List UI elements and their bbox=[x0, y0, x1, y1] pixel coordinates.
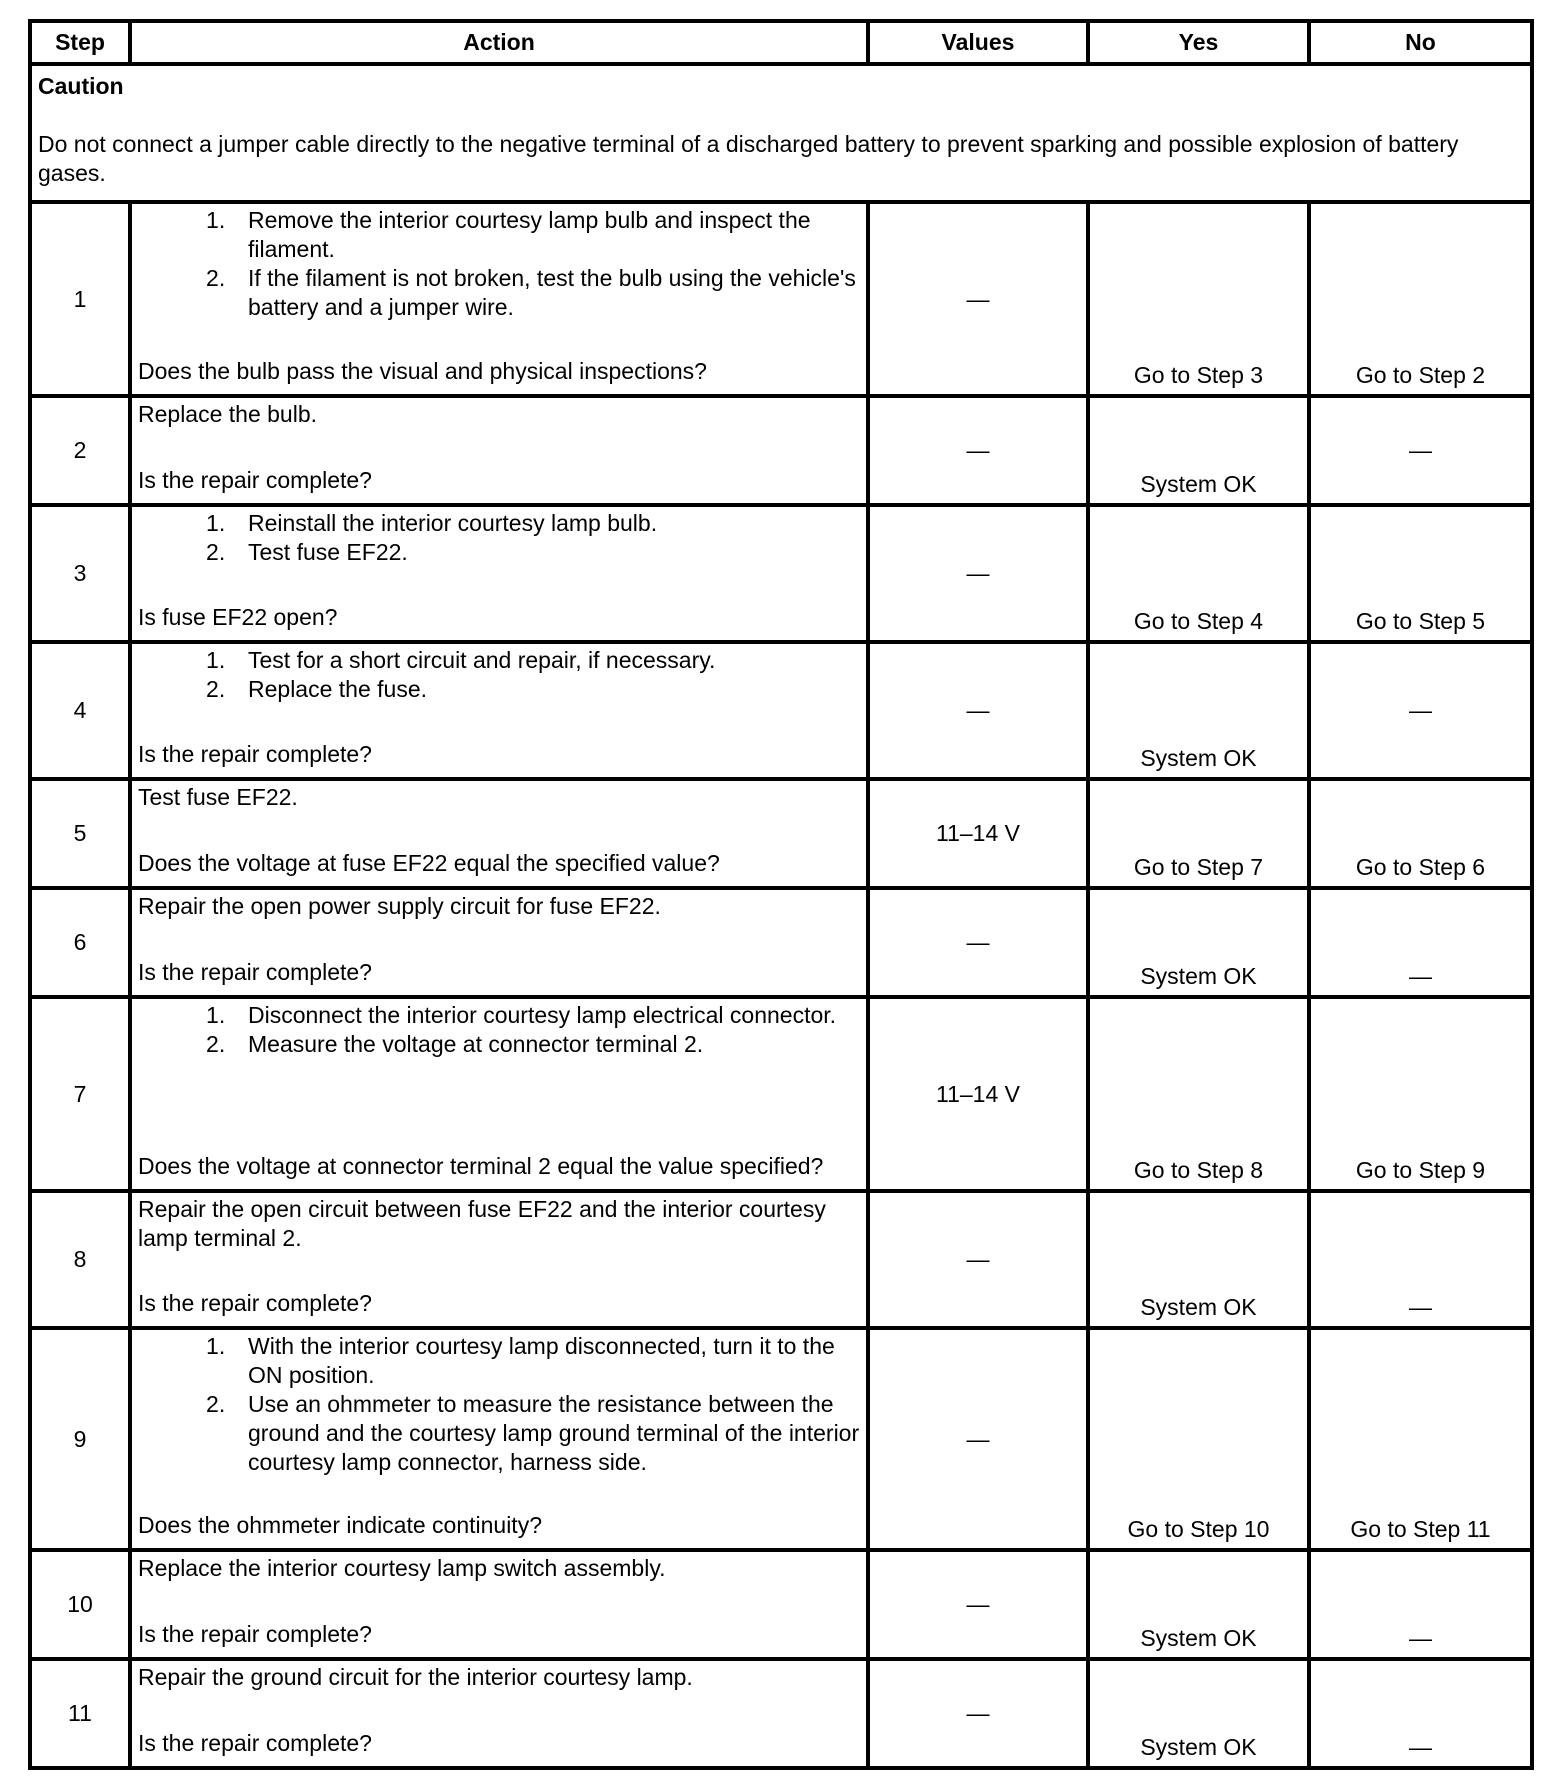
action-step-item: 1. Disconnect the interior courtesy lamp electrical connector. bbox=[238, 1001, 860, 1030]
action-question: Is the repair complete? bbox=[138, 1621, 372, 1647]
action-step-item: 2. Use an ohmmeter to measure the resistance between the ground and the courtesy lamp ground terminal of the interior courtesy lamp connector, harness side. bbox=[238, 1390, 860, 1477]
action-question: Does the voltage at connector terminal 2 equal the value specified? bbox=[138, 1153, 824, 1179]
action-step-item: 2. If the filament is not broken, test the bulb using the vehicle's battery and a jumper wire. bbox=[238, 264, 860, 322]
action-question: Does the bulb pass the visual and physical inspections? bbox=[138, 358, 707, 384]
action-cell bbox=[130, 202, 868, 396]
value-cell: — bbox=[868, 1328, 1088, 1550]
yes-cell: Go to Step 8 bbox=[1088, 997, 1309, 1191]
step-number: 10 bbox=[30, 1550, 130, 1659]
action-question: Is fuse EF22 open? bbox=[138, 604, 338, 630]
step-number: 3 bbox=[30, 505, 130, 642]
no-cell: — bbox=[1309, 396, 1532, 505]
table-row bbox=[30, 505, 1532, 642]
action-question: Is the repair complete? bbox=[138, 959, 372, 985]
yes-cell: System OK bbox=[1088, 396, 1309, 505]
action-cell bbox=[130, 1550, 868, 1659]
step-number: 8 bbox=[30, 1191, 130, 1328]
action-text: Replace the interior courtesy lamp switch assembly. bbox=[138, 1555, 666, 1581]
action-text: Replace the bulb. bbox=[138, 401, 318, 427]
action-question: Is the repair complete? bbox=[138, 467, 372, 493]
value-cell: — bbox=[868, 1550, 1088, 1659]
table-row bbox=[30, 396, 1532, 505]
yes-cell: Go to Step 4 bbox=[1088, 505, 1309, 642]
action-question: Is the repair complete? bbox=[138, 741, 372, 767]
diagnostic-table bbox=[28, 19, 1534, 1770]
header-step: Step bbox=[30, 21, 130, 64]
yes-cell: System OK bbox=[1088, 888, 1309, 997]
action-cell bbox=[130, 997, 868, 1191]
no-cell: Go to Step 9 bbox=[1309, 997, 1532, 1191]
action-question: Does the ohmmeter indicate continuity? bbox=[138, 1512, 542, 1538]
table-body bbox=[30, 64, 1532, 1768]
table-row bbox=[30, 202, 1532, 396]
step-number: 11 bbox=[30, 1659, 130, 1768]
table-row bbox=[30, 1191, 1532, 1328]
yes-cell: Go to Step 10 bbox=[1088, 1328, 1309, 1550]
action-cell bbox=[130, 1328, 868, 1550]
action-text: Test fuse EF22. bbox=[138, 784, 298, 810]
value-cell: — bbox=[868, 505, 1088, 642]
action-steps-list bbox=[138, 1001, 860, 1059]
action-cell bbox=[130, 888, 868, 997]
action-steps-list bbox=[138, 206, 860, 322]
table-row bbox=[30, 997, 1532, 1191]
no-cell: — bbox=[1309, 642, 1532, 779]
no-cell: Go to Step 5 bbox=[1309, 505, 1532, 642]
action-text: Repair the open power supply circuit for fuse EF22. bbox=[138, 893, 661, 919]
value-cell: — bbox=[868, 396, 1088, 505]
caution-cell bbox=[30, 64, 1532, 202]
action-cell bbox=[130, 1191, 868, 1328]
table-row bbox=[30, 642, 1532, 779]
action-step-item: 1. Reinstall the interior courtesy lamp bulb. bbox=[238, 509, 860, 538]
action-step-item: 2. Replace the fuse. bbox=[238, 675, 860, 704]
action-cell bbox=[130, 396, 868, 505]
action-steps-list bbox=[138, 1332, 860, 1477]
no-cell: Go to Step 6 bbox=[1309, 779, 1532, 888]
action-cell bbox=[130, 642, 868, 779]
header-action: Action bbox=[130, 21, 868, 64]
yes-cell: System OK bbox=[1088, 1550, 1309, 1659]
no-cell: Go to Step 2 bbox=[1309, 202, 1532, 396]
action-cell bbox=[130, 779, 868, 888]
value-cell: — bbox=[868, 1659, 1088, 1768]
header-yes: Yes bbox=[1088, 21, 1309, 64]
action-step-item: 1. With the interior courtesy lamp disconnected, turn it to the ON position. bbox=[238, 1332, 860, 1390]
table-row bbox=[30, 888, 1532, 997]
step-number: 6 bbox=[30, 888, 130, 997]
table-row bbox=[30, 1328, 1532, 1550]
no-cell: — bbox=[1309, 1191, 1532, 1328]
action-step-item: 1. Remove the interior courtesy lamp bulb and inspect the filament. bbox=[238, 206, 860, 264]
value-cell: — bbox=[868, 202, 1088, 396]
caution-title: Caution bbox=[38, 73, 124, 99]
action-steps-list bbox=[138, 646, 860, 704]
step-number: 4 bbox=[30, 642, 130, 779]
caution-text: Do not connect a jumper cable directly to the negative terminal of a discharged battery to prevent sparking and possible explosion of battery gases. bbox=[38, 131, 1459, 186]
yes-cell: System OK bbox=[1088, 1659, 1309, 1768]
yes-cell: System OK bbox=[1088, 642, 1309, 779]
action-step-item: 2. Test fuse EF22. bbox=[238, 538, 860, 567]
action-step-item: 1. Test for a short circuit and repair, if necessary. bbox=[238, 646, 860, 675]
step-number: 5 bbox=[30, 779, 130, 888]
step-number: 2 bbox=[30, 396, 130, 505]
yes-cell: System OK bbox=[1088, 1191, 1309, 1328]
action-text: Repair the ground circuit for the interior courtesy lamp. bbox=[138, 1664, 693, 1690]
value-cell: 11–14 V bbox=[868, 779, 1088, 888]
action-text: Repair the open circuit between fuse EF22 and the interior courtesy lamp terminal 2. bbox=[138, 1196, 826, 1251]
action-steps-list bbox=[138, 509, 860, 567]
value-cell: — bbox=[868, 888, 1088, 997]
action-question: Is the repair complete? bbox=[138, 1290, 372, 1316]
caution-row bbox=[30, 64, 1532, 202]
no-cell: — bbox=[1309, 888, 1532, 997]
header-no: No bbox=[1309, 21, 1532, 64]
yes-cell: Go to Step 7 bbox=[1088, 779, 1309, 888]
value-cell: — bbox=[868, 1191, 1088, 1328]
action-step-item: 2. Measure the voltage at connector terminal 2. bbox=[238, 1030, 860, 1059]
table-row bbox=[30, 1550, 1532, 1659]
header-values: Values bbox=[868, 21, 1088, 64]
table-row bbox=[30, 779, 1532, 888]
value-cell: 11–14 V bbox=[868, 997, 1088, 1191]
value-cell: — bbox=[868, 642, 1088, 779]
no-cell: — bbox=[1309, 1550, 1532, 1659]
action-cell bbox=[130, 1659, 868, 1768]
header-row bbox=[30, 21, 1532, 64]
action-question: Is the repair complete? bbox=[138, 1730, 372, 1756]
action-question: Does the voltage at fuse EF22 equal the specified value? bbox=[138, 850, 720, 876]
yes-cell: Go to Step 3 bbox=[1088, 202, 1309, 396]
action-cell bbox=[130, 505, 868, 642]
step-number: 9 bbox=[30, 1328, 130, 1550]
step-number: 7 bbox=[30, 997, 130, 1191]
table-row bbox=[30, 1659, 1532, 1768]
no-cell: Go to Step 11 bbox=[1309, 1328, 1532, 1550]
no-cell: — bbox=[1309, 1659, 1532, 1768]
step-number: 1 bbox=[30, 202, 130, 396]
